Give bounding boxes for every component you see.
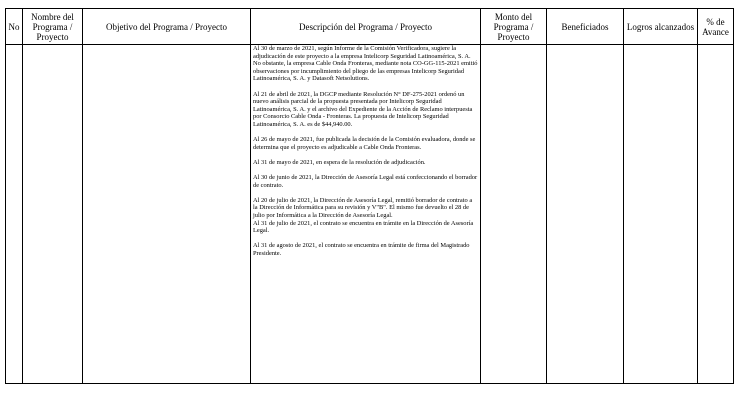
cell-objetivo [83, 45, 251, 384]
description-paragraph: Al 31 de agosto de 2021, el contrato se encuentra en trámite de firma del Magistrado Presidente. [253, 242, 470, 258]
cell-monto [481, 45, 547, 384]
description-paragraph: Al 30 de junio de 2021, la Dirección de Asesoría Legal está confeccionando el borrador de contrato. [253, 174, 478, 189]
description-paragraph: Al 21 de abril de 2021, la DGCP mediante Resolución N° DF-275-2021 ordenó un nuevo análisis parcial de la propuesta presentada por Intelicorp Seguridad Latinoamérica, S. A. y el archivo del Expediente de la Acción de Reclamo interpuesta por Consorcio Cable Onda - Fronteras. La propuesta de Intelicorp Seguridad Latinoamérica, S. A. es de $44,940.00. [253, 90, 473, 128]
cell-beneficiados [547, 45, 624, 384]
cell-nombre [23, 45, 83, 384]
cell-logros [624, 45, 698, 384]
table-row [6, 45, 734, 384]
description-paragraph: Al 31 de mayo de 2021, en espera de la resolución de adjudicación. [253, 158, 426, 166]
cell-avance [698, 45, 734, 384]
description-paragraph: Al 26 de mayo de 2021, fue publicada la decisión de la Comisión evaluadora, donde se determina que el proyecto es adjudicable a Cable Onda Fronteras. [253, 136, 476, 151]
description-paragraph: Al 20 de julio de 2021, la Dirección de Asesoría Legal, remitió borrador de contrato a la Dirección de Informática para su revisión y V"B". El mismo fue devuelto el 28 de julio por Informática a la Dirección de Asesoría Legal. [253, 196, 473, 220]
header-logros: Logros alcanzados [624, 9, 698, 45]
header-objetivo: Objetivo del Programa / Proyecto [83, 9, 251, 45]
header-beneficiados: Beneficiados [547, 9, 624, 45]
header-row [6, 9, 734, 45]
cell-descripcion [251, 45, 481, 384]
cell-no [6, 45, 23, 384]
description-paragraph: Al 31 de julio de 2021, el contrato se encuentra en trámite en la Dirección de Asesoría Legal. [253, 219, 474, 235]
header-monto: Monto del Programa / Proyecto [481, 9, 547, 45]
description-paragraph: Al 30 de marzo de 2021, según Informe de la Comisión Verificadora, sugiere la adjudicación de este proyecto a la empresa Intelicorp Seguridad Latinoamérica, S. A. No obstante, la empresa Cable Onda Fronteras, mediante nota CO-GG-115-2021 emitió observaciones por incumplimiento del pliego de las empresas Intelicorp Seguridad Latinoamérica, S. A. y Datasoft Netsolutions. [253, 45, 478, 83]
header-no: No [6, 9, 23, 45]
report-table [5, 8, 734, 384]
header-avance: % de Avance [698, 9, 734, 45]
header-descripcion: Descripción del Programa / Proyecto [251, 9, 481, 45]
header-nombre: Nombre del Programa / Proyecto [23, 9, 83, 45]
